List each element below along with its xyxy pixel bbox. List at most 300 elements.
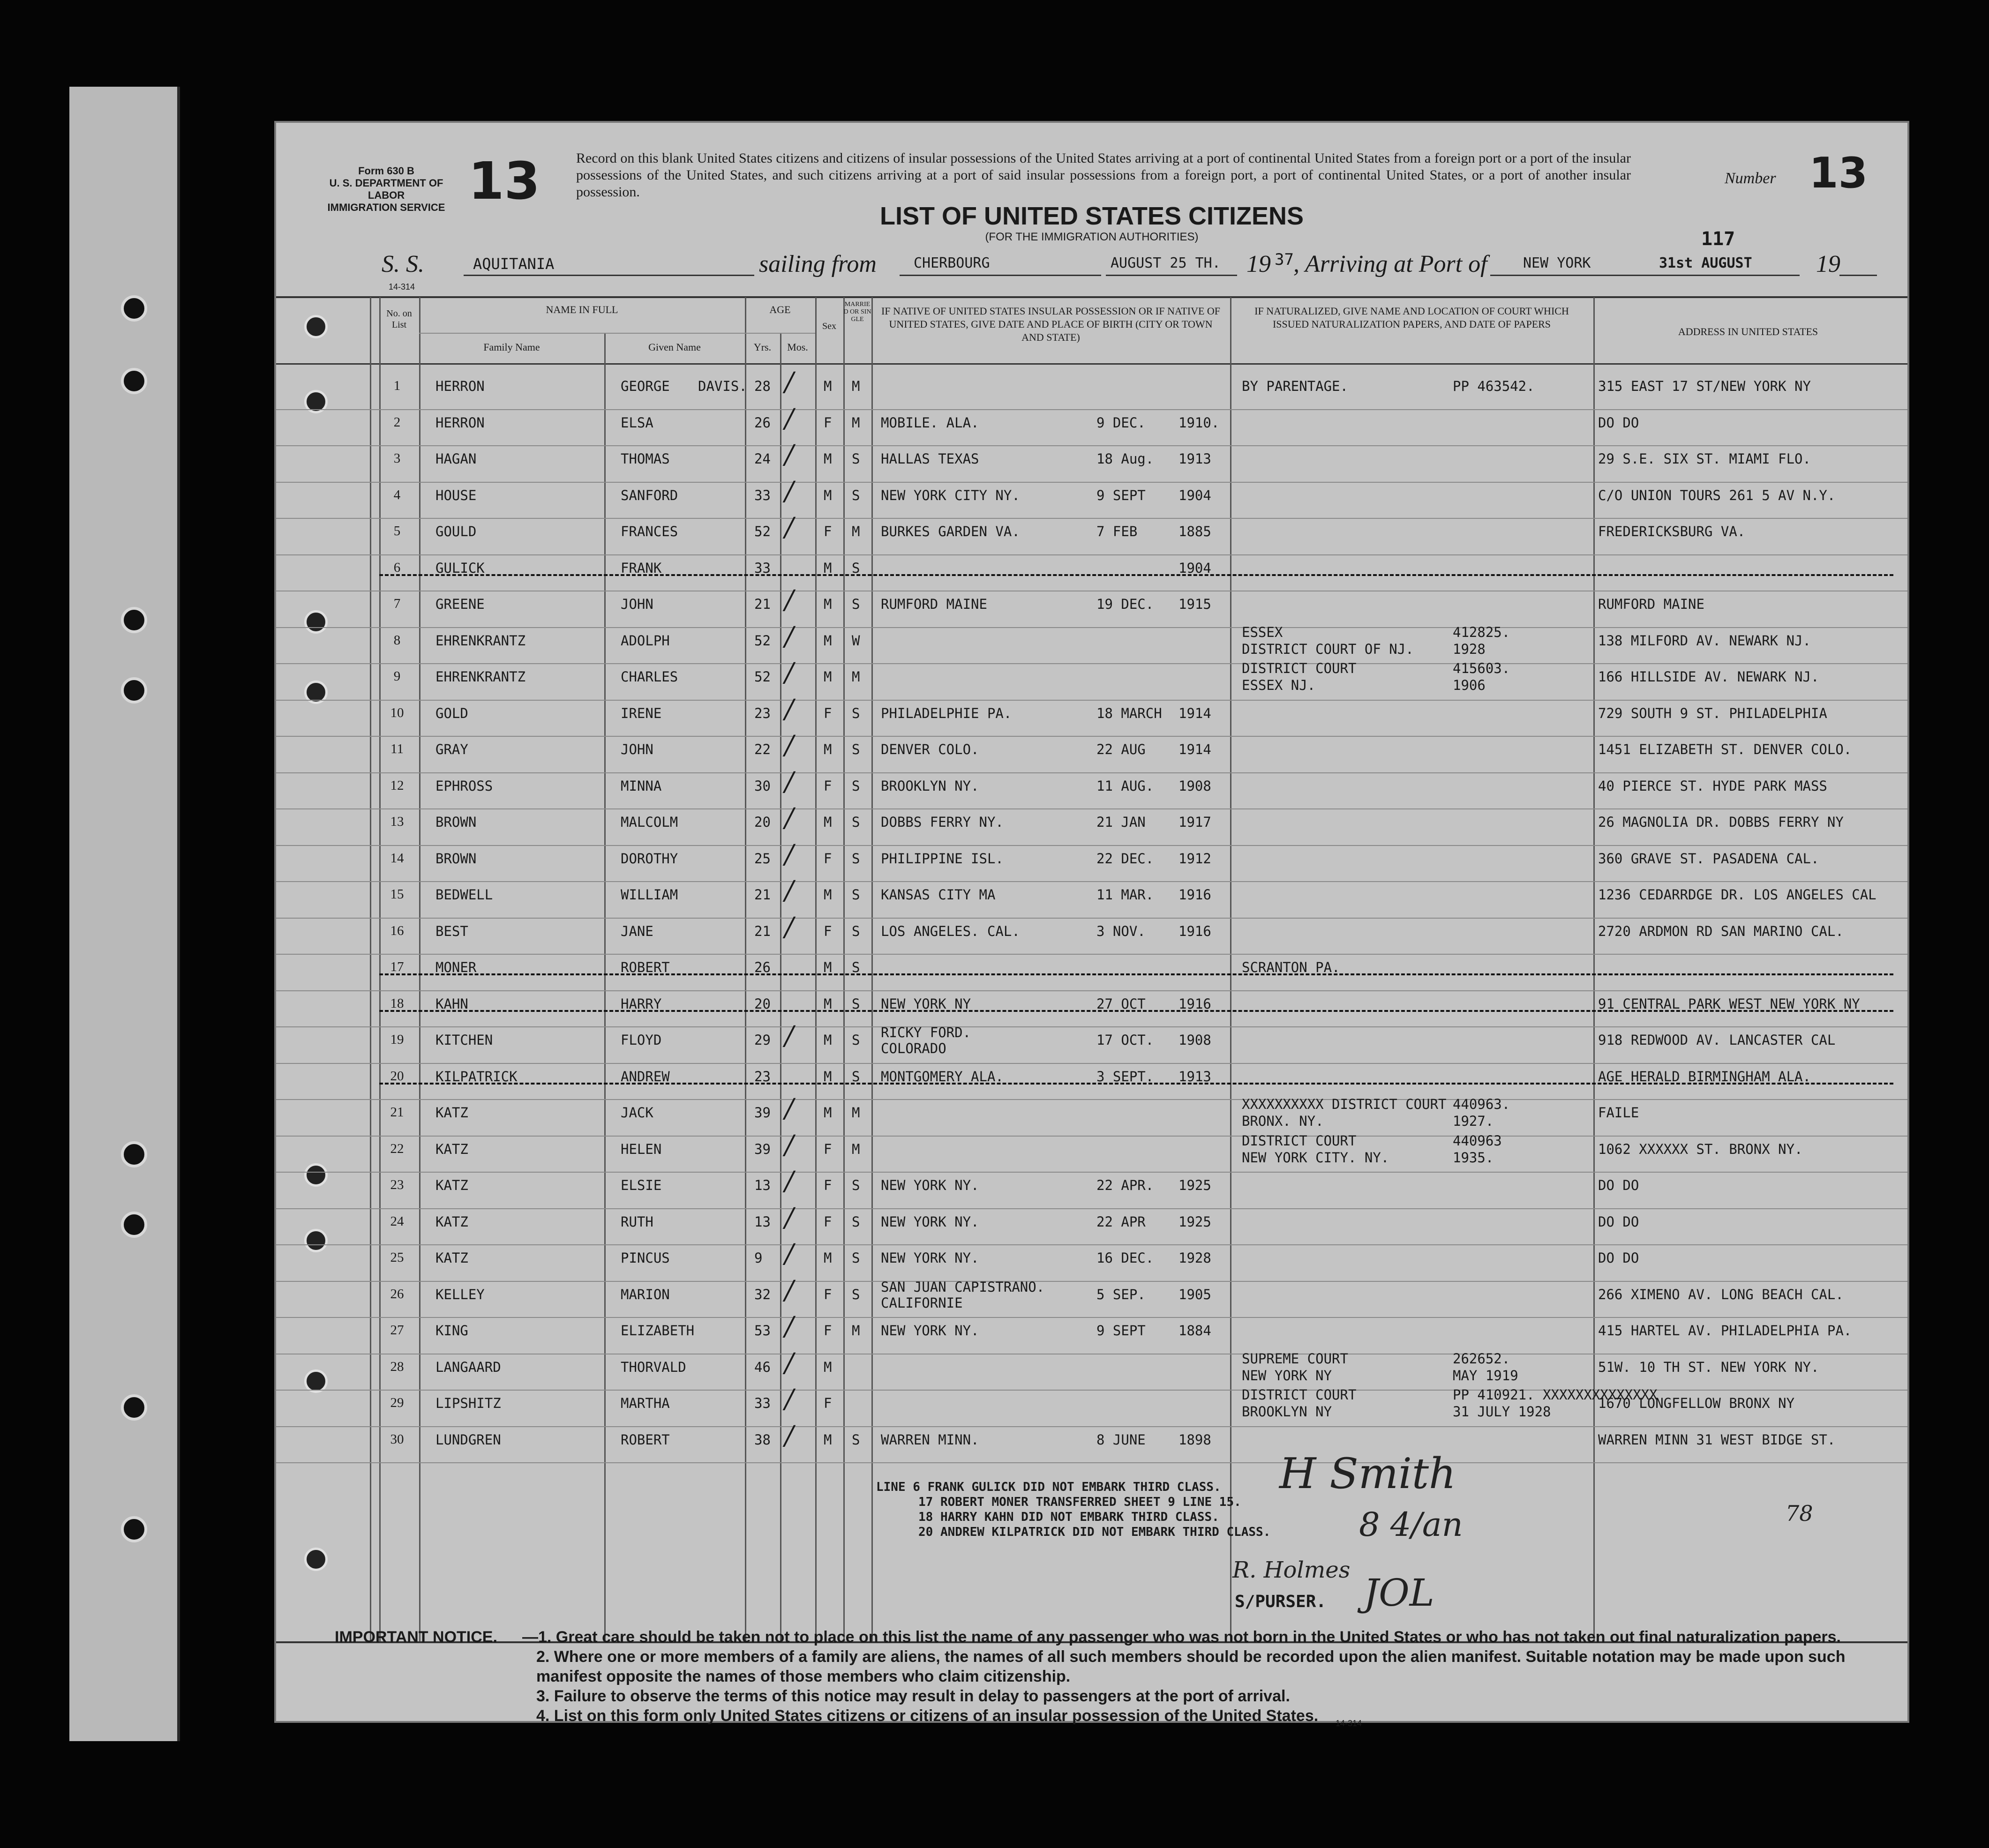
tick-mark: / — [785, 1420, 794, 1451]
tick-mark: / — [785, 875, 794, 906]
birth-year: 1913 — [1178, 451, 1211, 467]
row-number: 16 — [390, 923, 404, 938]
sex: F — [824, 1286, 832, 1302]
birth-date: 27 OCT — [1096, 995, 1146, 1012]
age-years: 13 — [754, 1177, 771, 1193]
col-header-no: No. on List — [386, 308, 412, 330]
punch-hole — [121, 1212, 147, 1238]
page-title: LIST OF UNITED STATES CITIZENS — [880, 202, 1304, 230]
table-row — [276, 1202, 1907, 1247]
us-address: 51W. 10 TH ST. NEW YORK NY. — [1598, 1359, 1819, 1375]
sex: M — [824, 632, 832, 649]
page-subtitle: (FOR THE IMMIGRATION AUTHORITIES) — [985, 231, 1199, 243]
marital-status: S — [852, 887, 860, 903]
given-name: JOHN — [621, 596, 653, 612]
row-number: 18 — [390, 995, 404, 1011]
row-number: 4 — [393, 487, 401, 502]
tick-mark: / — [785, 730, 794, 761]
given-name: MINNA — [621, 778, 662, 794]
family-name: KILPATRICK — [435, 1068, 518, 1085]
us-address: 918 REDWOOD AV. LANCASTER CAL — [1598, 1032, 1836, 1048]
age-years: 23 — [754, 705, 771, 721]
age-years: 33 — [754, 1395, 771, 1411]
punch-hole — [121, 607, 147, 633]
family-name: LANGAARD — [435, 1359, 501, 1375]
family-name: MONER — [435, 959, 477, 975]
naturalization-date: 1928 — [1453, 641, 1486, 657]
birth-place: BURKES GARDEN VA. — [881, 524, 1020, 539]
family-name: KATZ — [435, 1141, 468, 1157]
us-address: 1062 XXXXXX ST. BRONX NY. — [1598, 1141, 1803, 1157]
given-name: ROBERT — [621, 1431, 670, 1448]
given-name: PINCUS — [621, 1250, 670, 1266]
birth-date: 18 MARCH — [1096, 705, 1162, 721]
us-address: DO DO — [1598, 1250, 1639, 1266]
birth-place: PHILADELPHIE PA. — [881, 705, 1012, 721]
row-number: 24 — [390, 1213, 404, 1229]
birth-year: 1916 — [1178, 887, 1211, 903]
birth-place: RUMFORD MAINE — [881, 596, 987, 612]
family-name: BEDWELL — [435, 887, 493, 903]
marital-status: S — [852, 995, 860, 1012]
birth-year: 1885 — [1178, 524, 1211, 539]
tick-mark: / — [785, 694, 794, 725]
row-number: 12 — [390, 778, 404, 793]
sex: M — [824, 669, 832, 685]
birth-year: 1914 — [1178, 705, 1211, 721]
table-row — [276, 1384, 1907, 1428]
row-number: 22 — [390, 1141, 404, 1156]
row-number: 20 — [390, 1068, 404, 1084]
us-address: 2720 ARDMON RD SAN MARINO CAL. — [1598, 923, 1844, 939]
birth-date: 17 OCT. — [1096, 1032, 1154, 1048]
arrival-date: 31st AUGUST — [1659, 255, 1752, 271]
age-years: 38 — [754, 1431, 771, 1448]
tick-mark: / — [785, 766, 794, 797]
row-number: 23 — [390, 1177, 404, 1192]
family-name: BROWN — [435, 850, 477, 867]
age-years: 33 — [754, 560, 771, 576]
us-address: DO DO — [1598, 414, 1639, 431]
punch-hole — [304, 315, 328, 338]
family-name: GULICK — [435, 560, 485, 576]
family-name: GREENE — [435, 596, 485, 612]
age-years: 21 — [754, 923, 771, 939]
naturalization-date: 1935. — [1453, 1149, 1494, 1166]
sex: F — [824, 705, 832, 721]
marital-status: S — [852, 596, 860, 612]
birth-date: 3 SEPT. — [1096, 1068, 1154, 1085]
sex: F — [824, 778, 832, 794]
birth-date: 22 DEC. — [1096, 850, 1154, 867]
tick-mark: / — [785, 1021, 794, 1051]
age-years: 21 — [754, 596, 771, 612]
record-instructions: Record on this blank United States citizens and citizens of insular possessions of the United States arriving at a port of continental United States from a foreign port or a port of the insular possessions of the United States, and such citizens arriving at a port of said insular possessions from a foreign port, a port of continental United States, or a port of another insular possession. — [576, 150, 1631, 200]
marital-status: M — [852, 524, 860, 539]
notice-item: 4. List on this form only United States citizens or citizens of an insular possession of the United States. — [536, 1707, 1319, 1725]
age-years: 20 — [754, 814, 771, 830]
sex: M — [824, 959, 832, 975]
age-years: 30 — [754, 778, 771, 794]
naturalization-date: 1927. — [1453, 1113, 1494, 1129]
row-number: 26 — [390, 1286, 404, 1302]
page-mark: 78 — [1786, 1501, 1813, 1526]
given-name: IRENE — [621, 705, 662, 721]
table-row — [276, 1093, 1907, 1137]
col-header-naturalized: IF NATURALIZED, GIVE NAME AND LOCATION OF COURT WHICH ISSUED NATURALIZATION PAPERS, AND DATE OF PAPERS — [1254, 305, 1569, 330]
birth-year: 1913 — [1178, 1068, 1211, 1085]
sex: M — [824, 1105, 832, 1121]
age-years: 52 — [754, 632, 771, 649]
row-number: 28 — [390, 1359, 404, 1374]
remarks — [876, 1480, 1270, 1540]
given-name: HELEN — [621, 1141, 662, 1157]
birth-year: 1908 — [1178, 1032, 1211, 1048]
strike-through-line — [379, 973, 1893, 975]
birth-year: 1912 — [1178, 850, 1211, 867]
punch-hole — [304, 1548, 328, 1571]
given-name: FRANK — [621, 560, 662, 576]
birth-place: NEW YORK NY. — [881, 1323, 979, 1339]
birth-date: 22 APR — [1096, 1213, 1146, 1230]
birth-year: 1914 — [1178, 741, 1211, 757]
family-name: KATZ — [435, 1177, 468, 1193]
marital-status: S — [852, 487, 860, 503]
us-address: 40 PIERCE ST. HYDE PARK MASS — [1598, 778, 1827, 794]
naturalization-paper: 412825. — [1453, 624, 1510, 640]
sex: M — [824, 451, 832, 467]
birth-place: NEW YORK NY — [881, 995, 971, 1012]
strike-through-line — [379, 1010, 1893, 1012]
birth-place: WARREN MINN. — [881, 1431, 979, 1448]
sex: F — [824, 1323, 832, 1339]
marital-status: M — [852, 1105, 860, 1121]
row-number: 17 — [390, 959, 404, 974]
birth-year: 1884 — [1178, 1323, 1211, 1339]
table-row — [276, 839, 1907, 883]
tick-mark: / — [785, 1384, 794, 1414]
given-name: THORVALD — [621, 1359, 686, 1375]
age-years: 33 — [754, 487, 771, 503]
birth-year: 1925 — [1178, 1177, 1211, 1193]
tick-mark: / — [785, 440, 794, 470]
row-number: 5 — [393, 524, 401, 539]
table-row — [276, 555, 1907, 593]
col-header-native: IF NATIVE OF UNITED STATES INSULAR POSSESSION OR IF NATIVE OF UNITED STATES, GIVE DATE AND PLACE OF BIRTH (CITY OR TOWN AND STATE) — [881, 305, 1221, 343]
sex: M — [824, 596, 832, 612]
row-number: 6 — [393, 560, 401, 575]
given-name: ADOLPH — [621, 632, 670, 649]
tick-mark: / — [785, 585, 794, 615]
sex: F — [824, 1213, 832, 1230]
handwritten-number: 13 — [468, 151, 540, 211]
us-address: RUMFORD MAINE — [1598, 596, 1704, 612]
naturalization-court: DISTRICT COURT — [1242, 660, 1357, 676]
birth-date: 7 FEB — [1096, 524, 1138, 539]
arriving-label: , Arriving at Port of — [1293, 251, 1487, 277]
birth-place: MONTGOMERY ALA. — [881, 1068, 1004, 1085]
marital-status: S — [852, 1250, 860, 1266]
row-number: 3 — [393, 451, 401, 466]
sex: F — [824, 1141, 832, 1157]
age-years: 21 — [754, 887, 771, 903]
table-row — [276, 1166, 1907, 1210]
ship-name: AQUITANIA — [473, 255, 555, 273]
birth-place: NEW YORK NY. — [881, 1213, 979, 1230]
punch-hole — [121, 295, 147, 322]
binder-strip — [69, 87, 180, 1741]
purser-signature: R. Holmes — [1232, 1557, 1351, 1583]
signature: H Smith — [1279, 1449, 1456, 1498]
table-row — [276, 694, 1907, 738]
birth-date: 9 SEPT — [1096, 487, 1146, 503]
table-row — [276, 875, 1907, 920]
tick-mark: / — [785, 1093, 794, 1124]
voyage-line — [276, 250, 1907, 283]
row-number: 9 — [393, 669, 401, 684]
marital-status: S — [852, 1177, 860, 1193]
birth-place: DOBBS FERRY NY. — [881, 814, 1004, 830]
naturalization-paper: 440963. — [1453, 1096, 1510, 1112]
age-years: 53 — [754, 1323, 771, 1339]
family-name: LIPSHITZ — [435, 1395, 501, 1411]
family-name: BEST — [435, 923, 468, 939]
us-address: 91 CENTRAL PARK WEST NEW YORK NY — [1598, 995, 1860, 1012]
year-value: 37 — [1275, 250, 1294, 269]
notice-item: 2. Where one or more members of a family are aliens, the names of all such members should be recorded upon the alien manifest. Suitable notation may be made upon such manifest opposite the names of those members who claim citizenship. — [536, 1648, 1846, 1685]
naturalization-location: BROOKLYN NY — [1242, 1404, 1332, 1420]
tick-mark: / — [785, 1166, 794, 1197]
age-years: 46 — [754, 1359, 771, 1375]
us-address: 1451 ELIZABETH ST. DENVER COLO. — [1598, 741, 1852, 757]
col-header-married: MARRIED OR SINGLE — [843, 301, 871, 323]
naturalization-location: BRONX. NY. — [1242, 1113, 1324, 1129]
family-name: KITCHEN — [435, 1032, 493, 1048]
strike-through-line — [379, 1083, 1893, 1085]
sex: M — [824, 1032, 832, 1048]
remark-line: 18 HARRY KAHN DID NOT EMBARK THIRD CLASS. — [918, 1510, 1219, 1524]
age-years: 20 — [754, 995, 771, 1012]
sex: F — [824, 923, 832, 939]
birth-date: 9 DEC. — [1096, 414, 1146, 431]
given-name: SANFORD — [621, 487, 678, 503]
birth-date: 8 JUNE — [1096, 1431, 1146, 1448]
age-years: 29 — [754, 1032, 771, 1048]
tick-mark: / — [785, 1347, 794, 1378]
marital-status: S — [852, 923, 860, 939]
given-name: GEORGE — [621, 378, 670, 394]
naturalization-paper: PP 410921. XXXXXXXXXXXXXX — [1453, 1387, 1658, 1403]
family-name: GOLD — [435, 705, 468, 721]
sex: M — [824, 1359, 832, 1375]
us-address: DO DO — [1598, 1213, 1639, 1230]
table-row — [276, 991, 1907, 1029]
birth-date: 11 MAR. — [1096, 887, 1154, 903]
age-years: 23 — [754, 1068, 771, 1085]
sex: F — [824, 524, 832, 539]
col-header-name: NAME IN FULL — [546, 304, 618, 315]
age-years: 9 — [754, 1250, 763, 1266]
notice-label: IMPORTANT NOTICE. — [335, 1628, 497, 1646]
given-name: DOROTHY — [621, 850, 678, 867]
given-name: FRANCES — [621, 524, 678, 539]
us-address: 1670 LONGFELLOW BRONX NY — [1598, 1395, 1795, 1411]
ss-label: S. S. — [382, 251, 424, 277]
age-years: 28 — [754, 378, 771, 394]
birth-place: NEW YORK NY. — [881, 1250, 979, 1266]
given-name: JOHN — [621, 741, 653, 757]
col-header-mos: Mos. — [787, 341, 808, 353]
given-name: CHARLES — [621, 669, 678, 685]
us-address: AGE HERALD BIRMINGHAM ALA. — [1598, 1068, 1811, 1085]
table-row — [276, 803, 1907, 847]
marital-status: M — [852, 1323, 860, 1339]
birth-year: 1925 — [1178, 1213, 1211, 1230]
birth-year: 1898 — [1178, 1431, 1211, 1448]
given-name: ANDREW — [621, 1068, 670, 1085]
arrival-port: NEW YORK — [1523, 255, 1591, 271]
sex: F — [824, 1177, 832, 1193]
table-row — [276, 912, 1907, 956]
printer-code-bottom: 14-314 — [1336, 1719, 1362, 1728]
sex: M — [824, 487, 832, 503]
sex: M — [824, 741, 832, 757]
age-years: 39 — [754, 1141, 771, 1157]
given-name: THOMAS — [621, 451, 670, 467]
family-name: HERRON — [435, 414, 485, 431]
manifest-sheet — [274, 121, 1909, 1728]
marital-status: M — [852, 378, 860, 394]
sex: M — [824, 1068, 832, 1085]
marital-status: S — [852, 705, 860, 721]
family-name: EHRENKRANTZ — [435, 632, 526, 649]
arrival-year-label: 19 — [1816, 251, 1840, 277]
marital-status: S — [852, 850, 860, 867]
year-label: 19 — [1246, 251, 1271, 277]
us-address: 138 MILFORD AV. NEWARK NJ. — [1598, 632, 1811, 649]
naturalization-location: NEW YORK CITY. NY. — [1242, 1149, 1389, 1166]
birth-date: 22 APR. — [1096, 1177, 1154, 1193]
given-name: WILLIAM — [621, 887, 678, 903]
us-address: 729 SOUTH 9 ST. PHILADELPHIA — [1598, 705, 1827, 721]
notice-item: 3. Failure to observe the terms of this notice may result in delay to passengers at the port of arrival. — [536, 1687, 1290, 1705]
given-name: MALCOLM — [621, 814, 678, 830]
us-address: WARREN MINN 31 WEST BIDGE ST. — [1598, 1431, 1836, 1448]
row-number: 13 — [390, 814, 404, 829]
age-years: 22 — [754, 741, 771, 757]
sheet-number: 13 — [1809, 149, 1868, 198]
naturalization-location: ESSEX NJ. — [1242, 677, 1316, 693]
marital-status: S — [852, 1431, 860, 1448]
punch-hole — [121, 1516, 147, 1542]
notice-item: —1. Great care should be taken not to place on this list the name of any passenger who was not born in the United States or who has not taken out final naturalization papers. — [522, 1628, 1841, 1646]
birth-year: 1916 — [1178, 995, 1211, 1012]
sailing-date: AUGUST 25 TH. — [1111, 255, 1221, 271]
row-number: 27 — [390, 1323, 404, 1338]
tick-mark: / — [785, 1311, 794, 1342]
us-address: 415 HARTEL AV. PHILADELPHIA PA. — [1598, 1323, 1852, 1339]
birth-place: HALLAS TEXAS — [881, 451, 979, 467]
marital-status: S — [852, 451, 860, 467]
table-row — [276, 1239, 1907, 1283]
age-years: 39 — [754, 1105, 771, 1121]
table-row — [276, 512, 1907, 556]
family-name: HOUSE — [435, 487, 477, 503]
birth-year: 1904 — [1178, 560, 1211, 576]
naturalization-court: XXXXXXXXXX DISTRICT COURT — [1242, 1096, 1447, 1112]
tick-mark: / — [785, 476, 794, 507]
age-years: 26 — [754, 414, 771, 431]
col-header-age: AGE — [769, 304, 791, 315]
family-name: KAHN — [435, 995, 468, 1012]
row-number: 30 — [390, 1431, 404, 1447]
given-name: JACK — [621, 1105, 653, 1121]
sex: M — [824, 1250, 832, 1266]
birth-year: 1904 — [1178, 487, 1211, 503]
family-name: GOULD — [435, 524, 477, 539]
naturalization-paper: 262652. — [1453, 1350, 1510, 1367]
family-name: LUNDGREN — [435, 1431, 501, 1448]
table-row — [276, 403, 1907, 448]
remark-line: 20 ANDREW KILPATRICK DID NOT EMBARK THIRD CLASS. — [918, 1525, 1271, 1539]
table-row — [276, 658, 1907, 702]
birth-year: 1905 — [1178, 1286, 1211, 1302]
birth-place: BROOKLYN NY. — [881, 778, 979, 794]
col-header-sex: Sex — [822, 321, 836, 331]
tick-mark: / — [785, 1275, 794, 1306]
family-name: GRAY — [435, 741, 468, 757]
col-header-given: Given Name — [648, 341, 701, 353]
naturalization-date: MAY 1919 — [1453, 1367, 1518, 1384]
sex: F — [824, 1395, 832, 1411]
birth-place: LOS ANGELES. CAL. — [881, 923, 1020, 939]
birth-year: 1916 — [1178, 923, 1211, 939]
table-row — [276, 476, 1907, 520]
marital-status: S — [852, 1032, 860, 1048]
department-name: U. S. DEPARTMENT OF LABOR — [329, 177, 443, 201]
marital-status: S — [852, 741, 860, 757]
purser-label: S/PURSER. — [1235, 1592, 1327, 1611]
birth-year: 1928 — [1178, 1250, 1211, 1266]
family-name: EPHROSS — [435, 778, 493, 794]
naturalization-court: BY PARENTAGE. — [1242, 378, 1348, 394]
row-rule — [276, 1462, 1907, 1463]
col-header-yrs: Yrs. — [753, 341, 772, 353]
us-address: FREDERICKSBURG VA. — [1598, 524, 1746, 539]
table-row — [276, 1021, 1907, 1065]
row-number: 19 — [390, 1032, 404, 1047]
age-years: 32 — [754, 1286, 771, 1302]
us-address: 1236 CEDARRDGE DR. LOS ANGELES CAL — [1598, 887, 1876, 903]
form-number: Form 630 B — [358, 165, 414, 177]
birth-date: 21 JAN — [1096, 814, 1146, 830]
naturalization-court: SUPREME COURT — [1242, 1350, 1348, 1367]
marital-status: S — [852, 1213, 860, 1230]
sex: M — [824, 887, 832, 903]
sex: M — [824, 378, 832, 394]
us-address: 29 S.E. SIX ST. MIAMI FLO. — [1598, 451, 1811, 467]
remark-line: 17 ROBERT MONER TRANSFERRED SHEET 9 LINE 15. — [918, 1495, 1241, 1509]
table-row — [276, 440, 1907, 484]
strike-through-line — [379, 574, 1893, 576]
naturalization-location: NEW YORK NY — [1242, 1367, 1332, 1384]
tick-mark: / — [785, 803, 794, 833]
table-row — [276, 585, 1907, 629]
given-name: JANE — [621, 923, 653, 939]
family-name: KATZ — [435, 1213, 468, 1230]
tick-mark: / — [785, 621, 794, 652]
table-row — [276, 1347, 1907, 1392]
